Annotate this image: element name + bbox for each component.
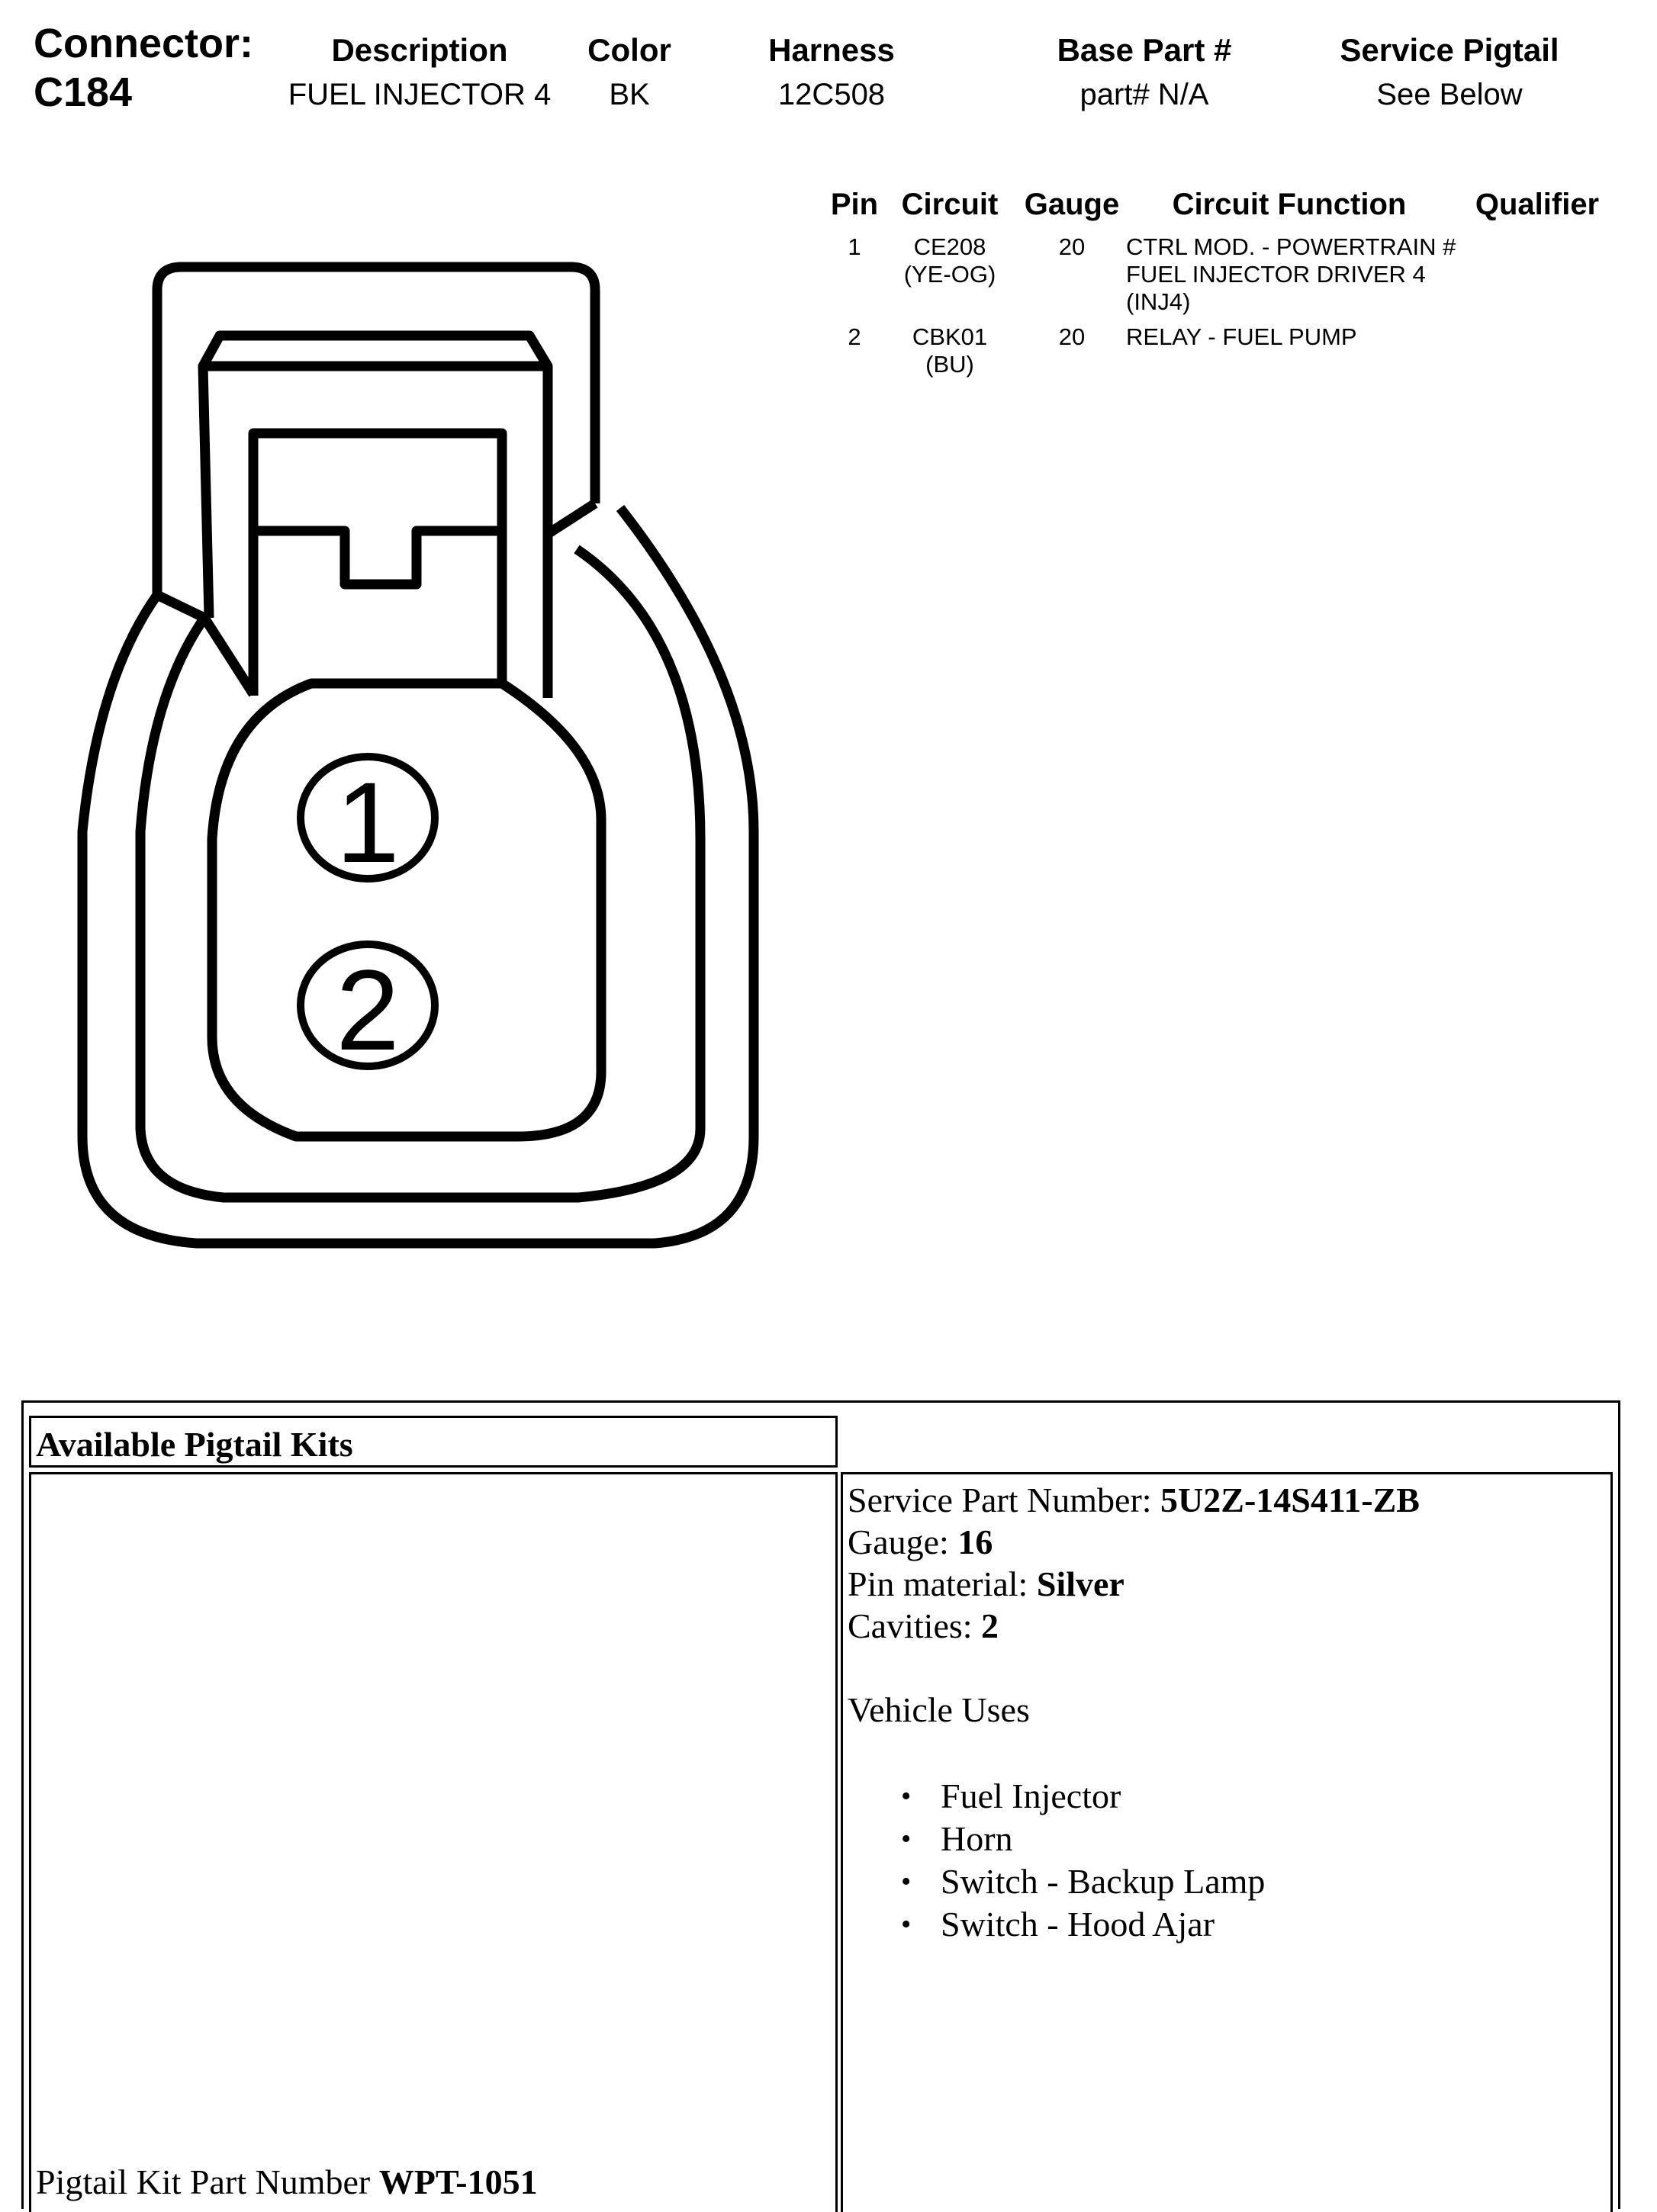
- color-value: BK: [609, 78, 650, 111]
- latch-diag-left: [157, 595, 204, 618]
- pin-header: Pin: [830, 188, 879, 221]
- pin-1-function-line: CTRL MOD. - POWERTRAIN #: [1126, 233, 1456, 260]
- latch-diag-left2: [204, 618, 253, 694]
- pin-1-function: [1126, 233, 1477, 316]
- inner-latch: [253, 433, 502, 696]
- latch-notch: [253, 531, 502, 584]
- service-pigtail-value: See Below: [1376, 78, 1523, 111]
- pin-2-gauge: 20: [1058, 323, 1086, 350]
- pin-1-number: 1: [848, 233, 861, 260]
- harness-header: Harness: [768, 32, 895, 68]
- circuit-function-header: Circuit Function: [1172, 188, 1407, 221]
- cavities-label: Cavities:: [848, 1606, 982, 1645]
- pin-2-function-line: RELAY - FUEL PUMP: [1126, 323, 1357, 350]
- base-part-value: part# N/A: [1079, 78, 1209, 111]
- kit-part-label: Pigtail Kit Part Number: [36, 2162, 379, 2201]
- pin-1-circuit-code: CE208: [913, 233, 986, 260]
- description-value: FUEL INJECTOR 4: [288, 78, 552, 111]
- service-pigtail-header: Service Pigtail: [1340, 32, 1559, 68]
- latch-diag-right: [548, 503, 595, 534]
- circuit-header: Circuit: [901, 188, 999, 221]
- pin-material-label: Pin material:: [848, 1564, 1037, 1603]
- pin-2-label: 2: [336, 946, 400, 1074]
- harness-value: 12C508: [777, 78, 886, 111]
- gauge-header: Gauge: [1024, 188, 1120, 221]
- list-item: • Switch - Hood Ajar: [901, 1903, 1610, 1946]
- pin-1-gauge: 20: [1058, 233, 1086, 260]
- service-part-value: 5U2Z-14S411-ZB: [1160, 1481, 1420, 1519]
- pin-2-circuit: [885, 323, 1015, 378]
- pin-1-function-line: (INJ4): [1126, 288, 1191, 315]
- pin-material-value: Silver: [1036, 1564, 1125, 1603]
- vehicle-uses-list: [901, 1775, 1610, 1946]
- gauge-line: [848, 1521, 1610, 1563]
- pin-1-circuit: [885, 233, 1015, 288]
- pin-1-circuit-color: (YE-OG): [903, 261, 996, 288]
- pigtail-image-cell: [29, 1472, 838, 2212]
- service-part-label: Service Part Number:: [848, 1481, 1161, 1519]
- cavities-line: [848, 1605, 1610, 1647]
- gauge-label: Gauge:: [848, 1522, 958, 1561]
- gauge-value: 16: [957, 1522, 993, 1561]
- base-part-header: Base Part #: [1057, 32, 1232, 68]
- list-item: • Horn: [901, 1818, 1610, 1860]
- pigtail-title-cell: [29, 1416, 838, 1468]
- pin-2-circuit-code: CBK01: [912, 323, 988, 350]
- service-part-number: [848, 1479, 1610, 1521]
- description-header: Description: [331, 32, 508, 68]
- color-header: Color: [587, 32, 671, 68]
- kit-part-value: WPT-1051: [378, 2162, 538, 2201]
- pigtail-info-cell: [841, 1472, 1613, 2212]
- pigtail-title: Available Pigtail Kits: [36, 1425, 353, 1464]
- kit-part-number: [36, 2161, 538, 2203]
- list-item: • Fuel Injector: [901, 1775, 1610, 1818]
- connector-face-diagram: [67, 252, 784, 1289]
- pin-2-circuit-color: (BU): [925, 351, 974, 378]
- pin-2-function: [1126, 323, 1477, 351]
- connector-id: C184: [34, 69, 133, 115]
- pin-1-function-line: FUEL INJECTOR DRIVER 4: [1126, 261, 1426, 288]
- cavities-value: 2: [981, 1606, 999, 1645]
- list-item: • Switch - Backup Lamp: [901, 1860, 1610, 1903]
- pin-material-line: [848, 1563, 1610, 1605]
- qualifier-header: Qualifier: [1475, 188, 1600, 221]
- pin-2-number: 2: [848, 323, 861, 350]
- cavity-block: [212, 683, 601, 1137]
- vehicle-uses-label: Vehicle Uses: [848, 1690, 1030, 1729]
- connector-label: Connector:: [34, 21, 253, 66]
- pin-1-label: 1: [336, 758, 400, 886]
